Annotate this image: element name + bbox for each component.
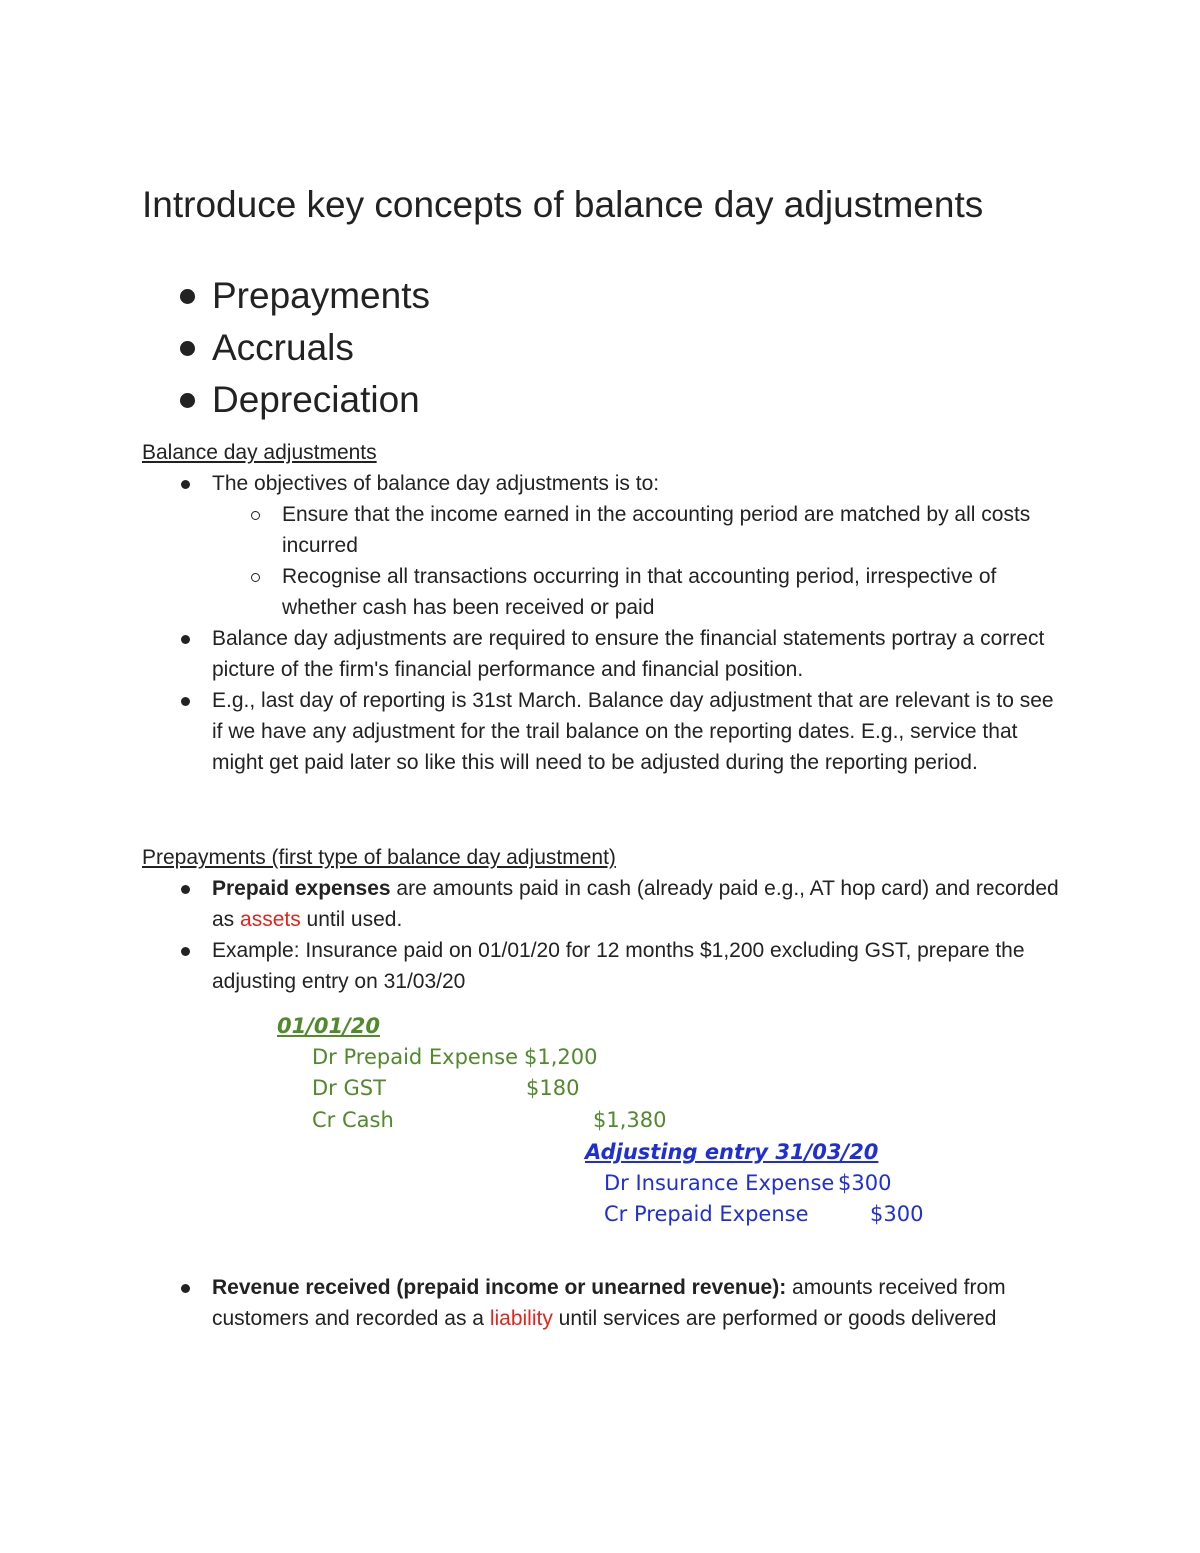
bullet-icon	[181, 635, 190, 644]
bullet-icon	[181, 1284, 190, 1293]
assets-highlight: assets	[240, 908, 301, 931]
journal-line-amount: $1,380	[593, 1108, 667, 1132]
bullet-icon	[180, 393, 195, 408]
journal-line-label: Dr Prepaid Expense	[312, 1045, 519, 1069]
page-title: Introduce key concepts of balance day adjustments	[142, 184, 984, 225]
list-item: Revenue received (prepaid income or unearned revenue): amounts received from customers and recorded as a liability until services are performed or goods delivered	[142, 1272, 1062, 1334]
liability-highlight: liability	[489, 1307, 553, 1330]
bullet-icon	[181, 697, 190, 706]
journal-line-amount: $300	[870, 1202, 924, 1226]
hollow-bullet-icon	[251, 573, 260, 582]
bullet-icon	[181, 480, 190, 489]
journal-line-label: Cr Prepaid Expense	[604, 1202, 809, 1226]
journal-line-label: Dr Insurance Expense	[604, 1171, 835, 1195]
section-heading-prepayments: Prepayments (first type of balance day adjustment)	[142, 846, 616, 869]
revenue-list	[142, 1272, 1062, 1334]
journal-line-amount: $180	[526, 1076, 580, 1100]
journal-line-amount: $1,200	[524, 1045, 598, 1069]
bullet-icon	[181, 885, 190, 894]
adjusting-entry-heading: Adjusting entry 31/03/20	[585, 1140, 879, 1164]
bullet-icon	[180, 341, 195, 356]
list-item: The objectives of balance day adjustments is to: Ensure that the income earned in the accounting period are matched by all costs incurred Recognise all transactions occurring in that accounting period, irrespective of whether cash has been received or paid	[142, 468, 1062, 623]
list-item: E.g., last day of reporting is 31st March. Balance day adjustment that are relevant is to see if we have any adjustment for the trail balance on the reporting dates. E.g., service that might get paid later so like this will need to be adjusted during the reporting period.	[142, 685, 1062, 778]
journal-date: 01/01/20	[277, 1014, 381, 1038]
prepayments-list	[142, 873, 1062, 997]
key-concepts-list	[142, 270, 430, 426]
key-concept-item: Prepayments	[142, 270, 430, 322]
list-item: Balance day adjustments are required to ensure the financial statements portray a correct picture of the firm's financial performance and financial position.	[142, 623, 1062, 685]
journal-line-label: Dr GST	[312, 1076, 386, 1100]
balance-day-list	[142, 468, 1062, 778]
objectives-sublist	[212, 499, 1062, 623]
key-concept-item: Depreciation	[142, 374, 430, 426]
bullet-icon	[180, 289, 195, 304]
hollow-bullet-icon	[251, 511, 260, 520]
sub-list-item: Recognise all transactions occurring in that accounting period, irrespective of whether cash has been received or paid	[212, 561, 1062, 623]
key-concept-item: Accruals	[142, 322, 430, 374]
section-heading-balance-day: Balance day adjustments	[142, 441, 377, 464]
list-item: Prepaid expenses are amounts paid in cash (already paid e.g., AT hop card) and recorded as assets until used.	[142, 873, 1062, 935]
journal-line-label: Cr Cash	[312, 1108, 394, 1132]
list-item: Example: Insurance paid on 01/01/20 for 12 months $1,200 excluding GST, prepare the adjusting entry on 31/03/20	[142, 935, 1062, 997]
journal-line-amount: $300	[838, 1171, 892, 1195]
bullet-icon	[181, 947, 190, 956]
sub-list-item: Ensure that the income earned in the accounting period are matched by all costs incurred	[212, 499, 1062, 561]
